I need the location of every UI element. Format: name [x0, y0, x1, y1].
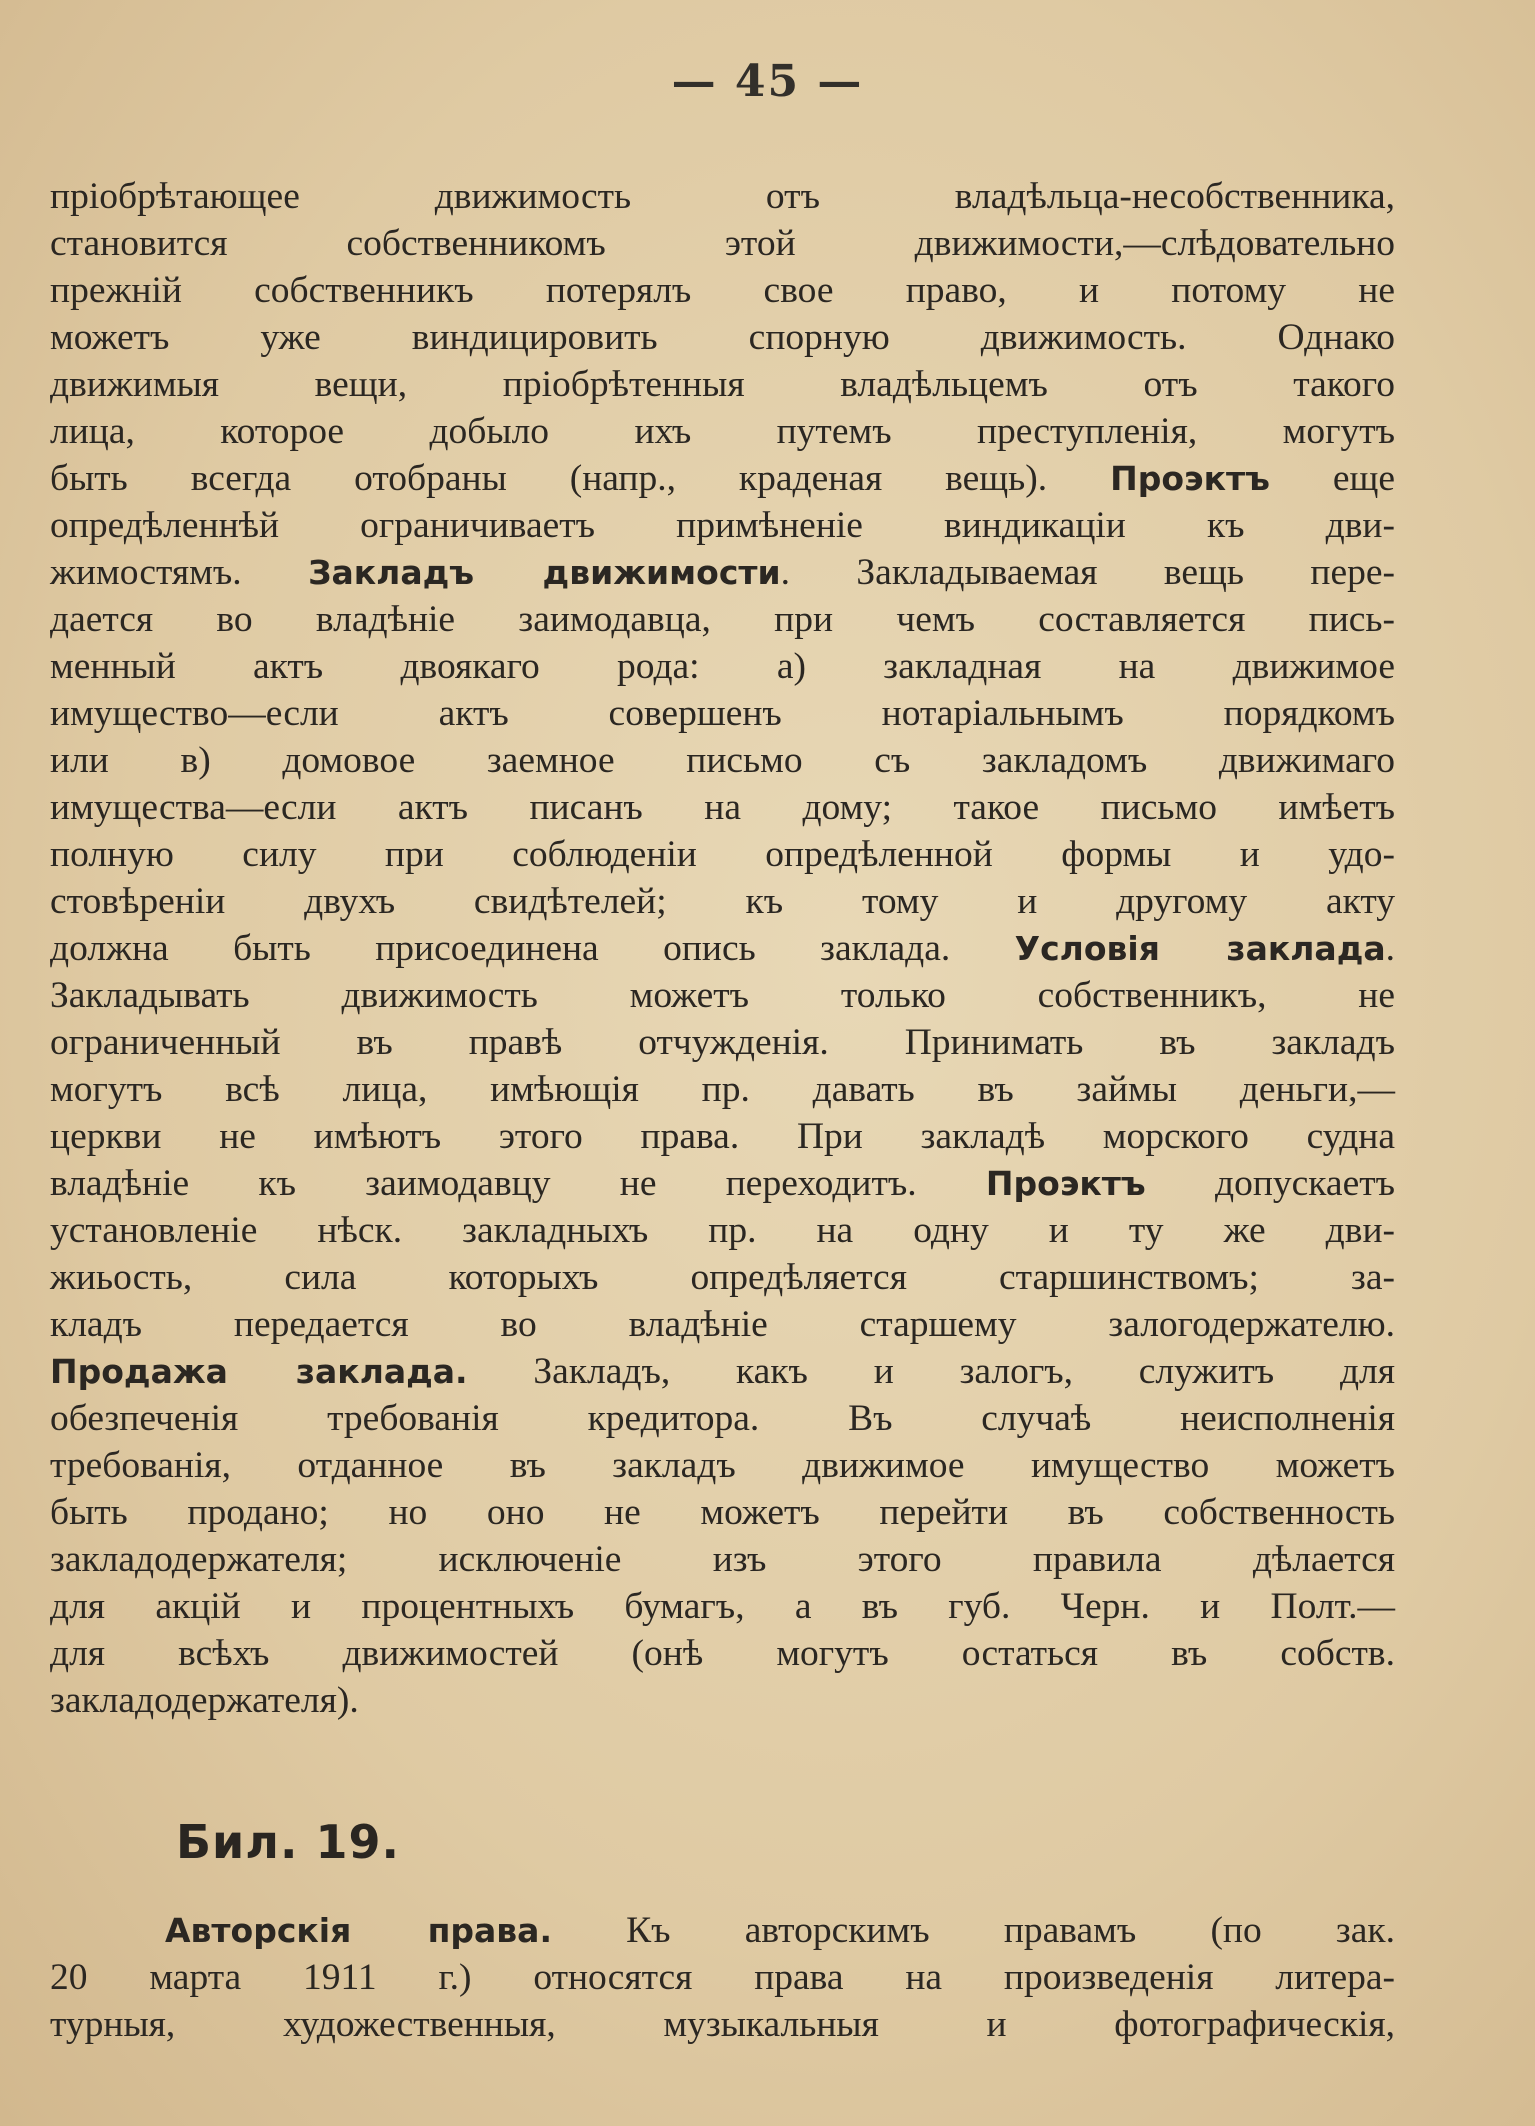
text-line — [50, 878, 1395, 925]
text-run: еще — [1269, 458, 1395, 499]
text-line — [50, 972, 1395, 1019]
text-line — [50, 1630, 1395, 1677]
text-run: закладодержателя). — [50, 1680, 359, 1721]
bold-term: Проэктъ — [985, 1164, 1146, 1203]
text-run: имущество—если актъ совершенъ нотаріальнымъ порядкомъ — [50, 693, 1395, 734]
text-run: обезпеченія требованія кредитора. Въ случаѣ неисполненія — [50, 1398, 1395, 1439]
text-run: движимыя вещи, пріобрѣтенныя владѣльцемъ отъ такого — [50, 364, 1395, 405]
text-line — [50, 784, 1395, 831]
text-run: закладодержателя; исключеніе изъ этого правила дѣлается — [50, 1539, 1395, 1580]
text-line — [50, 1395, 1395, 1442]
page-number: — 45 — — [671, 56, 864, 107]
text-run: турныя, художественныя, музыкальныя и фотографическія, — [50, 2004, 1395, 2045]
text-run: могутъ всѣ лица, имѣющія пр. давать въ займы деньги,— — [50, 1069, 1395, 1110]
text-line — [50, 1489, 1395, 1536]
text-line — [50, 1536, 1395, 1583]
text-line — [50, 1066, 1395, 1113]
text-run: жимостямъ. — [50, 552, 309, 593]
text-line — [50, 1254, 1395, 1301]
text-run: прежній собственникъ потерялъ свое право, и потому не — [50, 270, 1395, 311]
text-run: дается во владѣніе заимодавца, при чемъ составляется пись- — [50, 599, 1395, 640]
text-run: установленіе нѣск. закладныхъ пр. на одну и ту же дви- — [50, 1210, 1395, 1251]
text-line — [50, 690, 1395, 737]
text-line — [50, 2002, 1395, 2049]
text-run: для акцій и процентныхъ бумагъ, а въ губ. Черн. и Полт.— — [50, 1586, 1395, 1627]
text-line — [50, 549, 1395, 596]
text-run: 20 марта 1911 г.) относятся права на произведенія литера- — [50, 1957, 1395, 1998]
text-line — [50, 1348, 1395, 1395]
text-run: или в) домовое заемное письмо съ закладомъ движимаго — [50, 740, 1395, 781]
text-run: менный актъ двоякаго рода: а) закладная на движимое — [50, 646, 1395, 687]
text-line — [50, 173, 1395, 220]
text-run: опредѣленнѣй ограничиваетъ примѣненіе виндикаціи къ дви- — [50, 505, 1395, 546]
text-run: стовѣреніи двухъ свидѣтелей; къ тому и другому акту — [50, 881, 1395, 922]
text-line — [50, 1160, 1395, 1207]
text-run: . — [1385, 928, 1395, 969]
text-run: Къ авторскимъ правамъ (по зак. — [551, 1910, 1395, 1951]
text-run: кладъ передается во владѣніе старшему залогодержателю. — [50, 1304, 1395, 1345]
text-run: церкви не имѣютъ этого права. При закладѣ морского судна — [50, 1116, 1395, 1157]
text-line — [50, 1908, 1395, 1955]
text-line — [50, 925, 1395, 972]
text-line — [50, 643, 1395, 690]
text-line — [50, 314, 1395, 361]
bold-term: Закладъ движимости — [308, 553, 781, 592]
text-run: ограниченный въ правѣ отчужденія. Принимать въ закладъ — [50, 1022, 1395, 1063]
text-run: быть всегда отобраны (напр., краденая вещь). — [50, 458, 1111, 499]
text-line — [50, 1301, 1395, 1348]
text-line — [50, 737, 1395, 784]
text-run: Закладывать движимость можетъ только собственникъ, не — [50, 975, 1395, 1016]
bold-term: Продажа заклада. — [50, 1352, 468, 1391]
text-run: становится собственникомъ этой движимости,—слѣдовательно — [50, 223, 1395, 264]
text-run: Закладъ, какъ и залогъ, служитъ для — [467, 1351, 1395, 1392]
text-line — [50, 455, 1395, 502]
text-run: для всѣхъ движимостей (онѣ могутъ остаться въ собств. — [50, 1633, 1395, 1674]
text-line — [50, 502, 1395, 549]
text-line — [50, 1019, 1395, 1066]
text-line — [50, 1677, 1395, 1724]
text-run: должна быть присоединена опись заклада. — [50, 928, 1015, 969]
text-run: жиьость, сила которыхъ опредѣляется старшинствомъ; за- — [50, 1257, 1395, 1298]
text-run: полную силу при соблюденіи опредѣленной формы и удо- — [50, 834, 1395, 875]
bold-term: Проэктъ — [1110, 459, 1270, 498]
text-run: требованія, отданное въ закладъ движимое имущество можетъ — [50, 1445, 1395, 1486]
text-line — [50, 1207, 1395, 1254]
bold-term: Авторскія права. — [165, 1911, 552, 1950]
text-line — [50, 1955, 1395, 2002]
text-line — [50, 1113, 1395, 1160]
text-run: владѣніе къ заимодавцу не переходитъ. — [50, 1163, 986, 1204]
text-line — [50, 1583, 1395, 1630]
text-run: имущества—если актъ писанъ на дому; такое письмо имѣетъ — [50, 787, 1395, 828]
text-run: допускаетъ — [1145, 1163, 1396, 1204]
text-line — [50, 361, 1395, 408]
text-run: . Закладываемая вещь пере- — [780, 552, 1396, 593]
text-line — [50, 831, 1395, 878]
text-line — [50, 596, 1395, 643]
text-line — [50, 408, 1395, 455]
paragraph-copyright — [50, 1908, 1395, 2049]
text-line — [50, 220, 1395, 267]
text-run: пріобрѣтающее движимость отъ владѣльца-несобственника, — [50, 176, 1395, 217]
text-run: быть продано; но оно не можетъ перейти въ собственность — [50, 1492, 1395, 1533]
text-line — [50, 267, 1395, 314]
bold-term: Условія заклада — [1014, 929, 1386, 968]
text-line — [50, 1442, 1395, 1489]
ticket-heading: Бил. 19. — [176, 1815, 400, 1869]
text-run: можетъ уже виндицировить спорную движимость. Однако — [50, 317, 1395, 358]
text-run: лица, которое добыло ихъ путемъ преступленія, могутъ — [50, 411, 1395, 452]
paragraph-body-text — [50, 173, 1395, 1724]
